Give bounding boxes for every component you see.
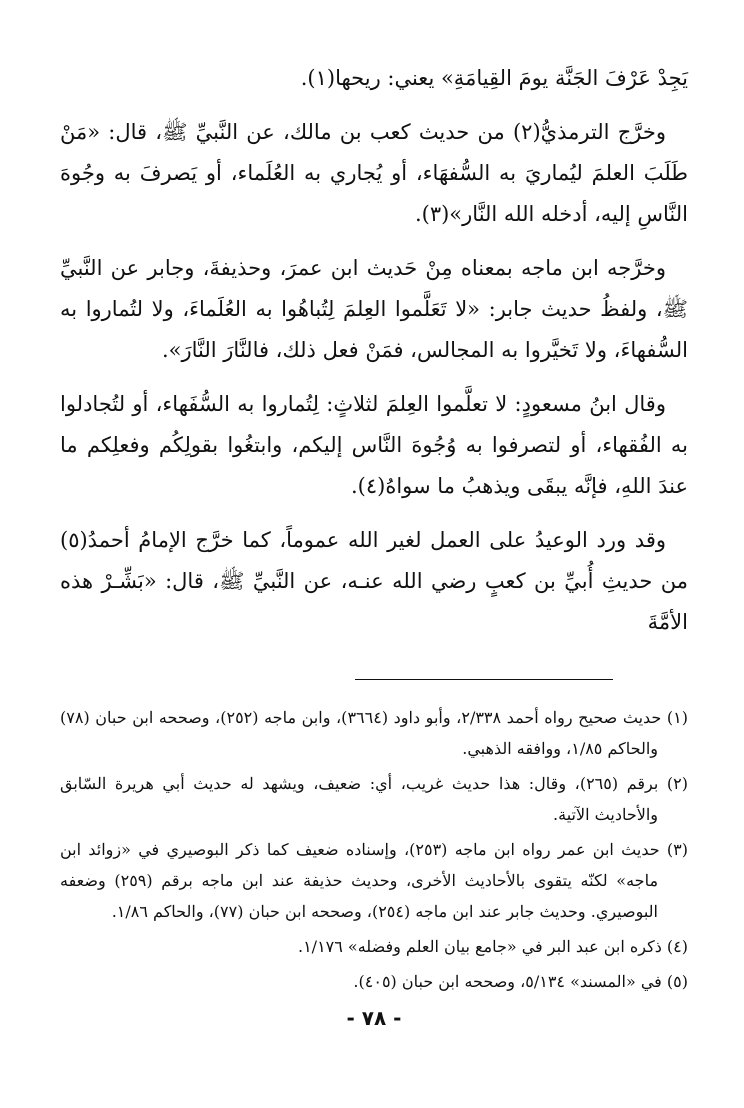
paragraph-2: وخرَّج الترمذيُّ(٢) من حديث كعب بن مالك، عن النَّبيِّ ﷺ، قال: «مَنْ طَلَبَ العلمَ ليُماريَ به السُّفهَاء، أو يُجاري به العُلَماء، أو يَصرفَ به وجُوهَ النَّاسِ إليه، أدخله الله النَّار»(٣).: [60, 120, 688, 226]
footnote-2: (٢) برقم (٢٦٥)، وقال: هذا حديث غريب، أي: ضعيف، ويشهد له حديث أبي هريرة السّابق والأحاديث الآتية.: [60, 774, 688, 824]
footnote-4: (٤) ذكره ابن عبد البر في «جامع بيان العلم وفضله» ١/١٧٦.: [297, 937, 688, 956]
page-number: - ٧٨ -: [346, 1006, 402, 1030]
paragraph-4: وقال ابنُ مسعودٍ: لا تعلَّموا العِلمَ لثلاثٍ: لِتُماروا به السُّفَهاء، أو لتُجادلوا به الفُقهاء، أو لتصرفوا به وُجُوهَ النَّاس إليكم، وابتغُوا بقولِكُم وفعلِكم ما عندَ اللهِ، فإنَّه يبقَى ويذهبُ ما سواهُ(٤).: [60, 392, 688, 498]
footnotes: [60, 702, 688, 997]
paragraph-1: يَجِدْ عَرْفَ الجَنَّة يومَ القِيامَةِ» يعني: ريحها(١).: [300, 66, 688, 90]
footnote-1: (١) حديث صحيح رواه أحمد ٢/٣٣٨، وأبو داود (٣٦٦٤)، وابن ماجه (٢٥٢)، وصححه ابن حبان (٧٨) والحاكم ١/٨٥، ووافقه الذهبي.: [60, 708, 688, 758]
main-text: [60, 58, 688, 643]
book-page: [60, 58, 688, 1108]
footnote-separator: [355, 679, 613, 680]
paragraph-3: وخرَّجه ابن ماجه بمعناه مِنْ حَديث ابن عمرَ، وحذيفةَ، وجابر عن النَّبيِّ ﷺ، ولفظُ حديث جابر: «لا تَعَلَّموا العِلمَ لِتُباهُوا به العُلَماءَ، ولا لتُماروا به السُّفهاءَ، ولا تَخيَّروا به المجالس، فمَنْ فعل ذلك، فالنَّارَ النَّارَ».: [60, 256, 688, 362]
footnote-3: (٣) حديث ابن عمر رواه ابن ماجه (٢٥٣)، وإسناده ضعيف كما ذكر البوصيري في «زوائد ابن ماجه» لكنّه يتقوى بالأحاديث الأخرى، وحديث حذيفة عند ابن ماجه برقم (٢٥٩) وضعفه البوصيري. وحديث جابر عند ابن ماجه (٢٥٤)، وصححه ابن حبان (٧٧)، والحاكم ١/٨٦.: [60, 840, 689, 921]
paragraph-5: وقد ورد الوعيدُ على العمل لغير الله عموماً، كما خرَّج الإمامُ أحمدُ(٥) من حديثِ أُبيِّ بن كعبٍ رضي الله عنـه، عن النَّبيِّ ﷺ، قال: «بَشِّـرْ هذه الأمَّةَ: [60, 528, 688, 634]
footnote-5: (٥) في «المسند» ٥/١٣٤، وصححه ابن حبان (٤٠٥).: [353, 972, 688, 991]
